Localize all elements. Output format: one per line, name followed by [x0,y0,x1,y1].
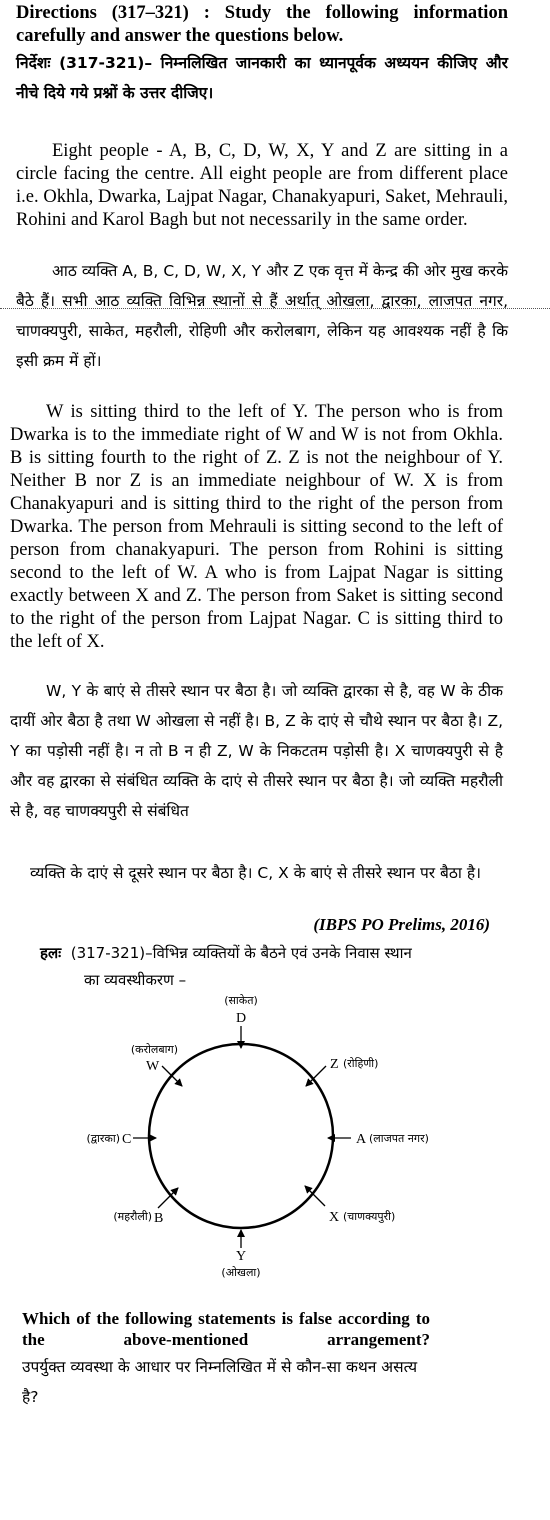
setup-hindi: आठ व्यक्ति A, B, C, D, W, X, Y और Z एक वृत्त में केन्द्र की ओर मुख करके बैठे हैं। सभी आठ व्यक्ति विभिन्न स्थानों से हैं अर्थात् ओखला, द्वारका, लाजपत नगर, चाणक्यपुरी, साकेत, महरौली, रोहिणी और करोलबाग, लेकिन यह आवश्यक नहीं है कि इसी क्रम में हों। [16,262,508,370]
seat-id-d: D [235,1011,247,1026]
clues-english: W is sitting third to the left of Y. The person who is from Dwarka is to the immediate right of W and W is not from Okhla. B is sitting fourth to the right of Z. Z is not the neighbour of Y. Neither B nor Z is an immediate neighbour of W. X is from Chanakyapuri and is sitting third to the right of the person from Dwarka. The person from Mehrauli is sitting second to the left of person from chanakyapuri. The person from Rohini is sitting second to the left of W. A who is from Lajpat Nagar is sitting exactly between X and Z. The person from Saket is sitting second to the right of the person from Lajpat Nagar. C is sitting third to the left of X. [10,402,503,652]
seat-id-b: B [154,1211,164,1226]
question-hindi: उपर्युक्त व्यवस्था के आधार पर निम्नलिखित में से कौन-सा कथन असत्य है? [22,1358,418,1406]
setup-english: Eight people - A, B, C, D, W, X, Y and Z are sitting in a circle facing the centre. All eight people are from different place i.e. Okhla, Dwarka, Lajpat Nagar, Chanakyapuri, Saket, Mehrauli, Rohini and Karol Bagh but not necessarily in the same order. [16,141,508,230]
seat-id-y: Y [235,1249,247,1264]
seating-circle [149,1044,333,1228]
seat-id-w: W [146,1059,160,1074]
question-english: Which of the following statements is false according to the above-mentioned arrangement? [22,1309,430,1349]
seat-id-z: Z [330,1057,339,1072]
seating-circle-diagram [0,990,550,1290]
seat-place-d: (साकेत) [224,994,258,1007]
clues-hindi-part2: व्यक्ति के दाएं से दूसरे स्थान पर बैठा है। C, X के बाएं से तीसरे स्थान पर बैठा है। [30,864,481,882]
seat-place-x: (चाणक्यपुरी) [343,1210,396,1223]
question-block [22,1308,430,1412]
seat-place-a: (लाजपत नगर) [369,1132,429,1145]
seat-id-a: A [356,1132,367,1147]
seat-id-x: X [329,1210,340,1225]
dotted-divider [0,308,550,309]
seat-place-y: (ओखला) [221,1266,261,1279]
solution-text-2: का व्यवस्थीकरण – [84,971,187,989]
seat-place-w: (करोलबाग) [130,1043,178,1056]
seat-place-z: (रोहिणी) [343,1057,379,1070]
solution-heading [40,940,495,994]
clues-hindi-part1: W, Y के बाएं से तीसरे स्थान पर बैठा है। जो व्यक्ति द्वारका से है, वह W के ठीक दायीं ओर बैठा है तथा W ओखला से नहीं है। B, Z के दाएं से चौथे स्थान पर बैठा है। Z, Y का पड़ोसी नहीं है। न तो B न ही Z, W के निकटतम पड़ोसी है। X चाणक्यपुरी से है और वह द्वारका से संबंधित व्यक्ति के दाएं से तीसरे स्थान पर बैठा है। जो व्यक्ति महरौली से है, वह चाणक्यपुरी से संबंधित [10,682,503,820]
seat-id-c: C [122,1132,132,1147]
solution-text: (317-321)–विभिन्न व्यक्तियों के बैठने एवं उनके निवास स्थान [70,944,412,962]
seat-place-c: (द्वारका) [86,1132,120,1145]
exam-source: (IBPS PO Prelims, 2016) [313,915,490,934]
directions-english: Directions (317–321) : Study the following information carefully and answer the questions below. [16,3,508,46]
directions-hindi: निर्देशः (317-321)– निम्नलिखित जानकारी का ध्यानपूर्वक अध्ययन कीजिए और नीचे दिये गये प्रश्नों के उत्तर दीजिए। [16,54,508,102]
solution-label: हलः [40,944,62,962]
seat-place-b: (महरौली) [113,1210,152,1223]
